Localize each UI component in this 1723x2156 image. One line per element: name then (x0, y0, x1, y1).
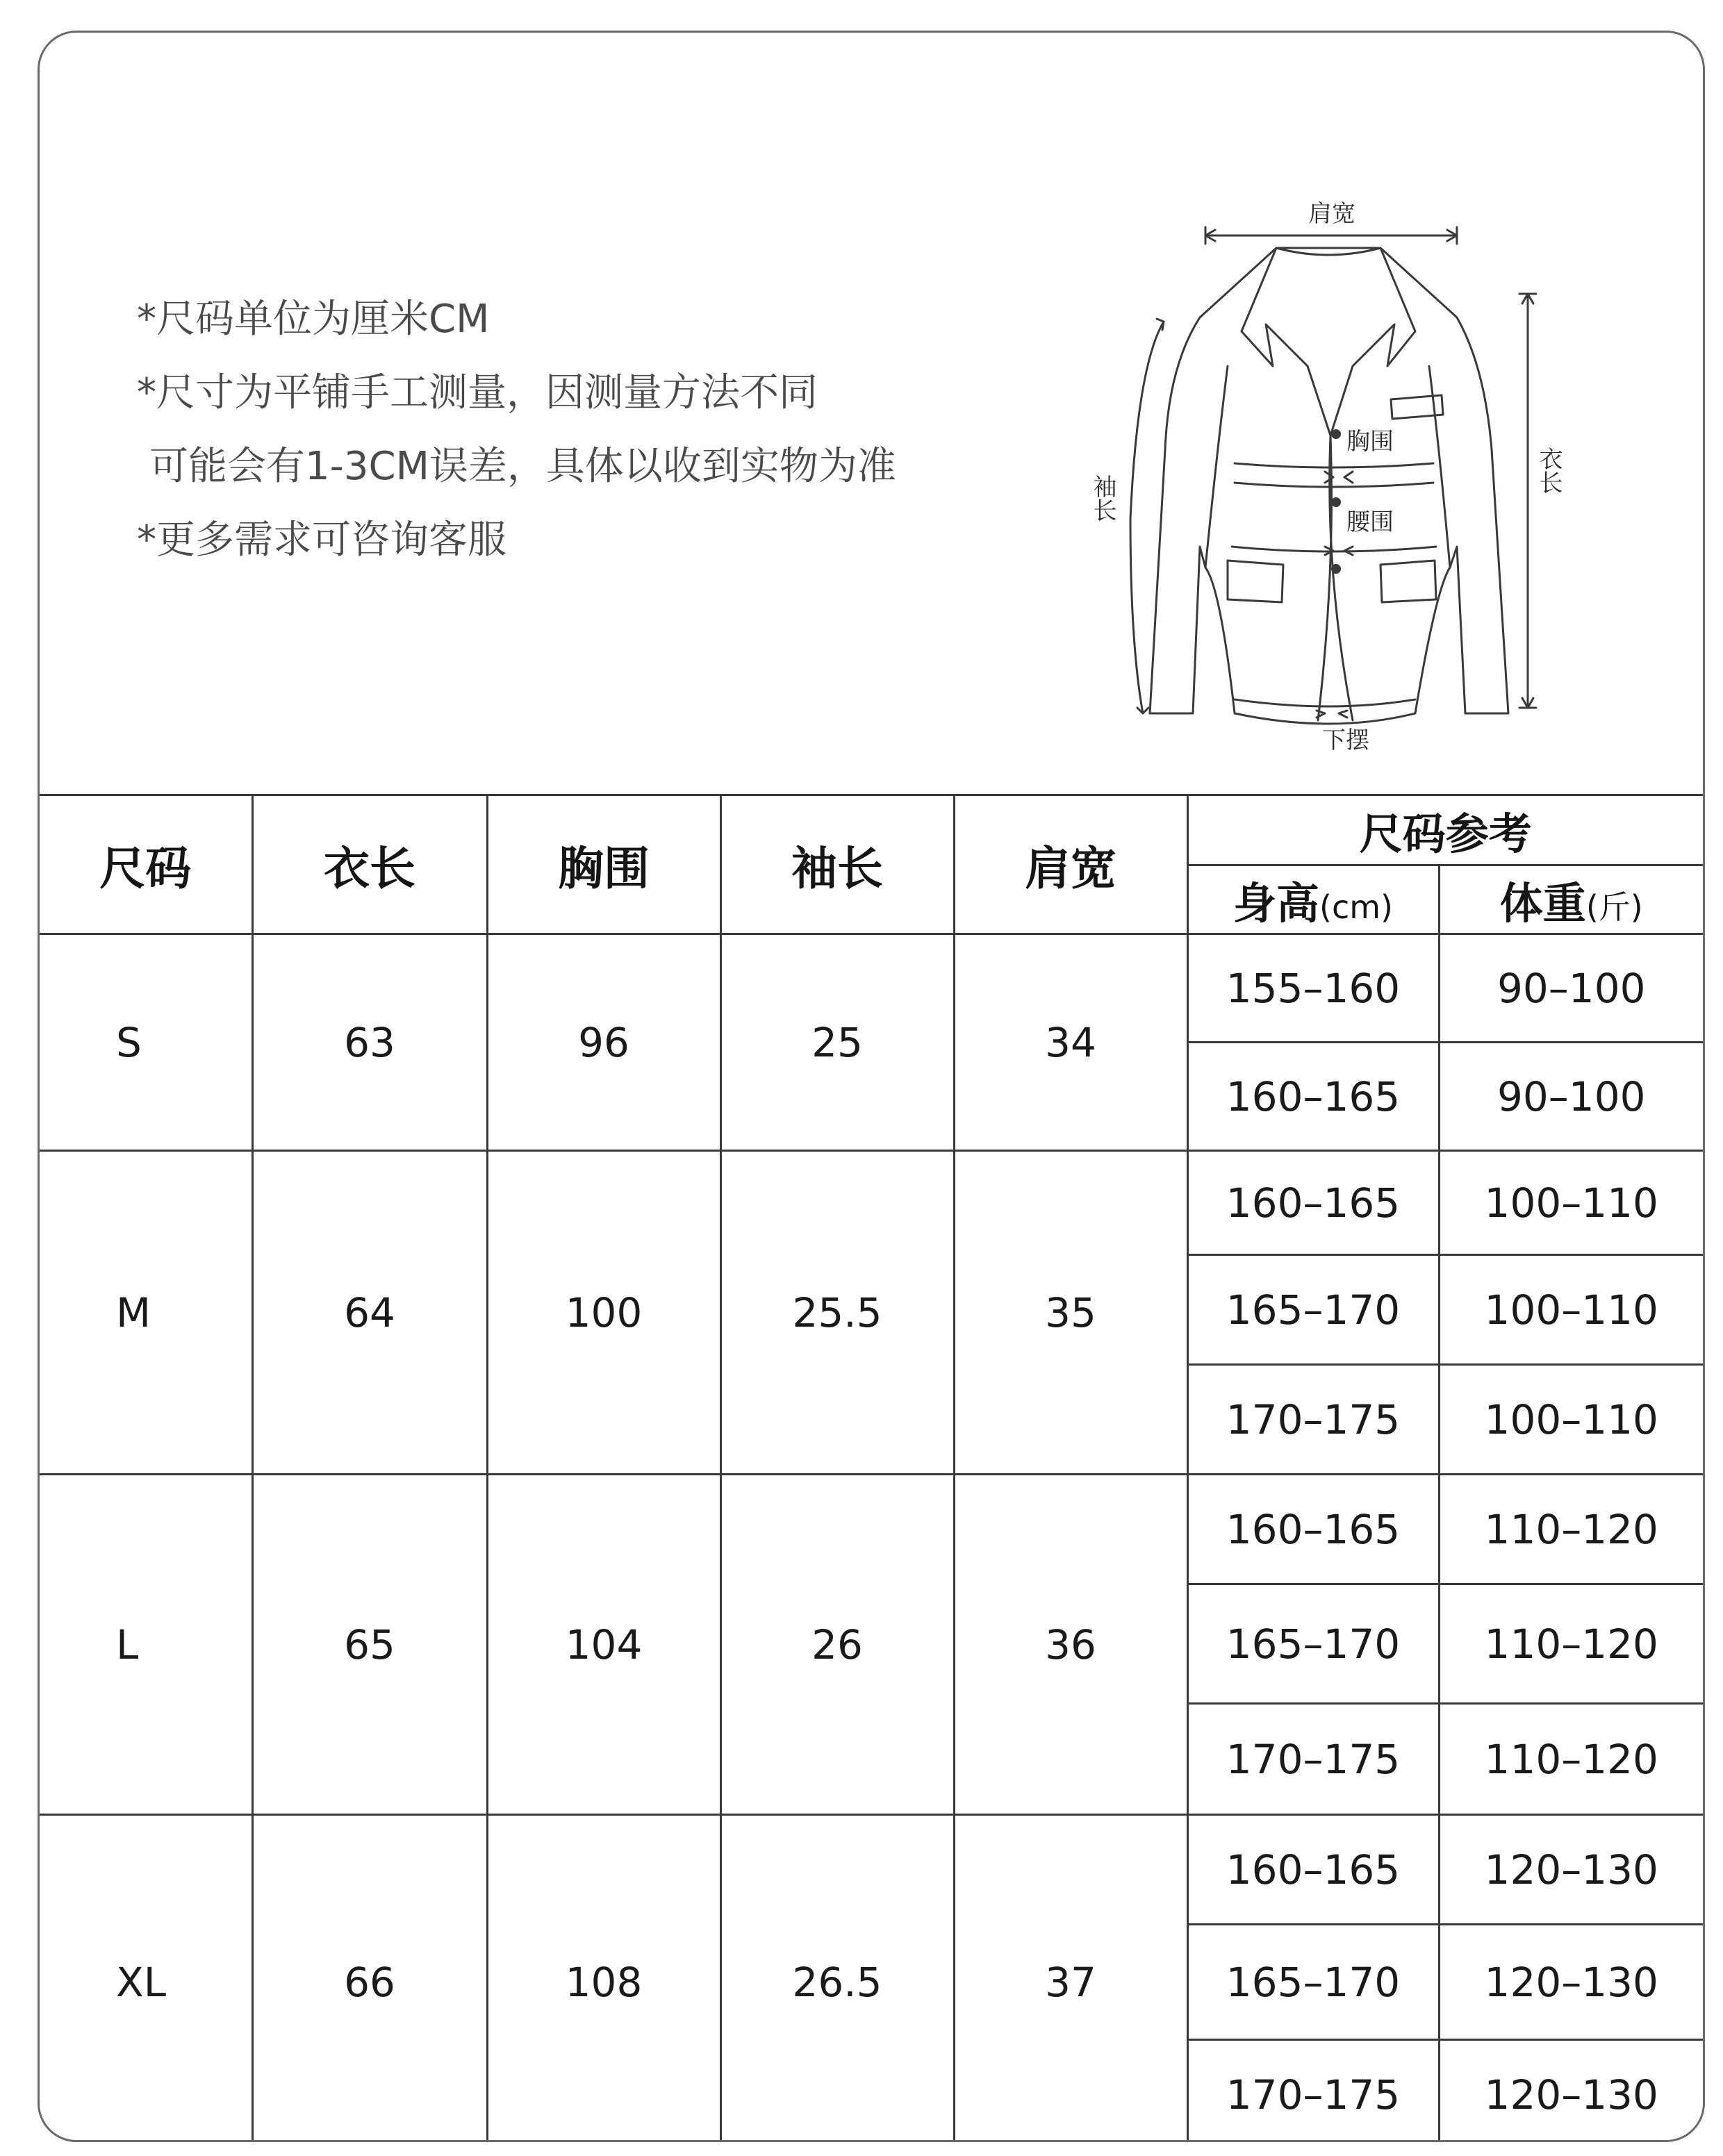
cell-weight: 120–130 (1439, 2040, 1703, 2143)
cell-weight: 110–120 (1439, 1704, 1703, 1815)
cell-height: 165–170 (1187, 1925, 1439, 2040)
header-length: 衣长 (252, 795, 487, 934)
sleeve-label: 袖长 (1089, 474, 1116, 522)
header-sleeve: 袖长 (720, 795, 954, 934)
cell-chest: 104 (487, 1475, 720, 1815)
cell-weight: 90–100 (1439, 1043, 1703, 1151)
size-table (40, 794, 1703, 2142)
header-shoulder: 肩宽 (954, 795, 1187, 934)
table-row (40, 934, 1703, 1043)
table-body (40, 934, 1703, 2143)
cell-length: 63 (252, 934, 487, 1151)
cell-height: 165–170 (1187, 1255, 1439, 1365)
cell-sleeve: 25 (720, 934, 954, 1151)
cell-weight: 110–120 (1439, 1475, 1703, 1584)
cell-weight: 90–100 (1439, 934, 1703, 1043)
cell-height: 170–175 (1187, 2040, 1439, 2143)
cell-shoulder: 37 (954, 1815, 1187, 2143)
cell-sleeve: 26 (720, 1475, 954, 1815)
waist-label: 腰围 (1346, 508, 1394, 536)
cell-chest: 100 (487, 1151, 720, 1475)
cell-height: 155–160 (1187, 934, 1439, 1043)
cell-shoulder: 34 (954, 934, 1187, 1151)
cell-length: 64 (252, 1151, 487, 1475)
cell-size: L (40, 1475, 252, 1815)
header-reference: 尺码参考 (1187, 795, 1703, 865)
cell-size: M (40, 1151, 252, 1475)
note-measurement: *尺寸为平铺手工测量，因测量方法不同 (137, 370, 818, 415)
length-label: 衣长 (1535, 447, 1563, 494)
cell-weight: 100–110 (1439, 1151, 1703, 1255)
cell-weight: 120–130 (1439, 1925, 1703, 2040)
cell-length: 65 (252, 1475, 487, 1815)
note-unit: *尺码单位为厘米CM (137, 297, 490, 342)
cell-height: 170–175 (1187, 1365, 1439, 1475)
cell-size: S (40, 934, 252, 1151)
shoulder-label: 肩宽 (1308, 200, 1355, 228)
jacket-measurement-diagram (1026, 158, 1596, 769)
cell-height: 160–165 (1187, 1043, 1439, 1151)
cell-sleeve: 26.5 (720, 1815, 954, 2143)
cell-weight: 110–120 (1439, 1584, 1703, 1704)
cell-height: 170–175 (1187, 1704, 1439, 1815)
note-tolerance: 可能会有1-3CM误差，具体以收到实物为准 (149, 444, 896, 489)
table-row (40, 1151, 1703, 1255)
cell-shoulder: 35 (954, 1151, 1187, 1475)
hem-label: 下摆 (1322, 727, 1369, 754)
note-service: *更多需求可咨询客服 (137, 517, 506, 563)
cell-height: 160–165 (1187, 1475, 1439, 1584)
cell-length: 66 (252, 1815, 487, 2143)
cell-sleeve: 25.5 (720, 1151, 954, 1475)
cell-chest: 108 (487, 1815, 720, 2143)
header-weight: 体重(斤) (1439, 865, 1703, 934)
table-row (40, 1475, 1703, 1584)
header-height: 身高(cm) (1187, 865, 1439, 934)
table-row (40, 1815, 1703, 1925)
cell-height: 160–165 (1187, 1151, 1439, 1255)
cell-weight: 120–130 (1439, 1815, 1703, 1925)
header-chest: 胸围 (487, 795, 720, 934)
cell-weight: 100–110 (1439, 1365, 1703, 1475)
cell-size: XL (40, 1815, 252, 2143)
cell-height: 165–170 (1187, 1584, 1439, 1704)
cell-height: 160–165 (1187, 1815, 1439, 1925)
cell-shoulder: 36 (954, 1475, 1187, 1815)
cell-chest: 96 (487, 934, 720, 1151)
chest-label: 胸围 (1346, 428, 1394, 456)
cell-weight: 100–110 (1439, 1255, 1703, 1365)
size-notes (137, 283, 896, 577)
header-size: 尺码 (40, 795, 252, 934)
size-chart-card (38, 31, 1705, 2142)
